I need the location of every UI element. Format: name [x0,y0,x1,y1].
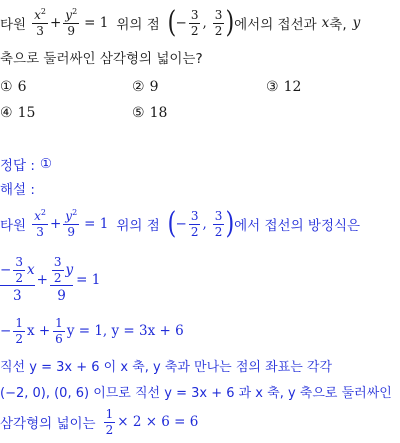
choice-4[interactable]: ④ 15 [0,105,36,121]
problem-line-2: 축으로 둘러싸인 삼각형의 넓이는? [0,51,203,67]
solution-line-1: 타원 $\frac{x^2}{3}$ + $\frac{y^2}{9}$ = 1 위의 점 ( − $\frac{3}{2}$ , $\frac{3}{2}$ ) 에서 접선의 방정식은 [0,206,361,241]
choice-3[interactable]: ③ 12 [266,79,302,95]
ellipse-y-term: $\frac{y^2}{9}$ [65,7,78,38]
solution-line-3: 직선 y = 3x + 6 이 x 축, y 축과 만나는 점의 좌표는 각각 [0,360,333,375]
choice-2[interactable]: ② 9 [132,79,159,95]
ellipse-x-term: $\frac{x^2}{3}$ [34,7,46,38]
point-y: $\frac{3}{2}$ [214,7,223,38]
solution-label: 해설 : [0,182,35,198]
solution-eq-1: − $\frac{3}{2}$ x 3 + $\frac{3}{2}$ y 9 = 1 [0,254,101,305]
solution-line-4: (−2, 0), (0, 6) 이므로 직선 y = 3x + 6 과 x 축, y 축으로 둘러싸인 [0,386,392,401]
choice-1[interactable]: ① 6 [0,79,27,95]
point-x: $\frac{3}{2}$ [190,7,199,38]
solution-eq-2: − $\frac{1}{2}$ x + $\frac{1}{6}$ y = 1, y = 3x + 6 [0,315,184,346]
answer: 정답 : ① [0,156,53,174]
solution-line-5: 삼각형의 넓이는 $\frac{1}{2}$ × 2 × 6 = 6 [0,406,199,437]
choice-5[interactable]: ⑤ 18 [132,105,168,121]
problem-line-1: 타원 $\frac{x^2}{3}$ + $\frac{y^2}{9}$ = 1 위의 점 ( − $\frac{3}{2}$ , $\frac{3}{2}$ ) 에서의 접선과 x 축, y [0,5,361,40]
problem-text: 타원 [0,17,27,33]
